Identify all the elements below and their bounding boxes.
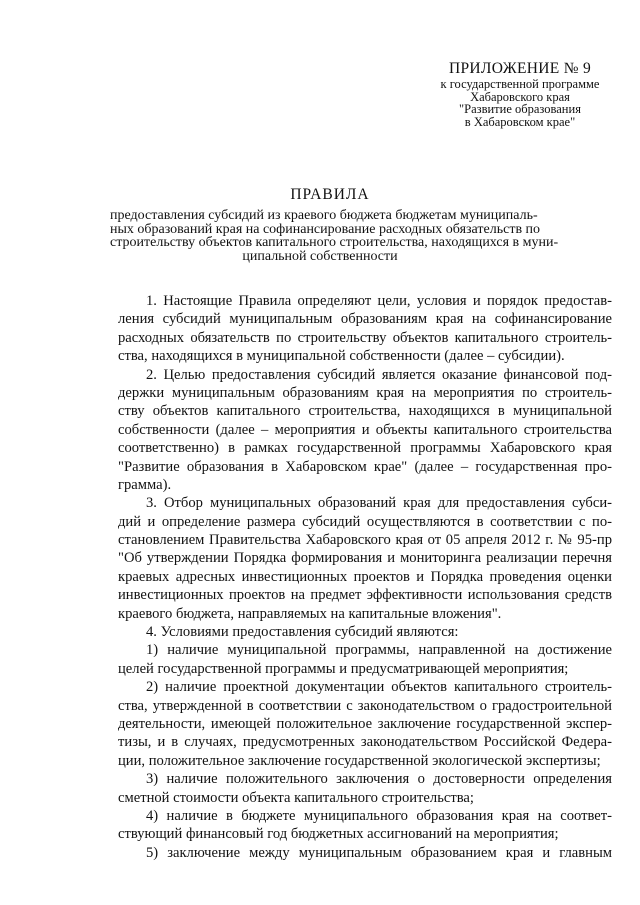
subtitle-line: предоставления субсидий из краевого бюджета бюджетам муниципаль- bbox=[110, 208, 538, 223]
body-line: деятельности, имеющей положительное заключение государственной экспер- bbox=[118, 715, 612, 732]
body-line: 1) наличие муниципальной программы, направленной на достижение bbox=[146, 642, 612, 659]
subtitle-line: ципальной собственности bbox=[242, 248, 398, 264]
body-line: "Об утверждении Порядка формирования и мониторинга реализации перечня bbox=[118, 550, 612, 567]
body-line: тизы, и в случаях, предусмотренных законодательством Российской Федера- bbox=[118, 734, 612, 751]
body-line: ству объектов капитального строительства, находящихся в муниципальной bbox=[118, 403, 612, 420]
body-line: 2. Целью предоставления субсидий является оказание финансовой под- bbox=[146, 366, 612, 383]
body-line: "Развитие образования в Хабаровском крае" (далее – государственная про- bbox=[118, 458, 612, 475]
document-title: ПРАВИЛА bbox=[290, 186, 370, 203]
body-line: собственности (далее – мероприятия и объекты капитального строительства bbox=[118, 421, 612, 438]
appendix-header bbox=[420, 60, 620, 128]
body-line: ствующий финансовый год бюджетных ассигнований на мероприятия; bbox=[118, 826, 559, 843]
appendix-line: в Хабаровском крае" bbox=[464, 114, 576, 129]
body-line: ства, утвержденной в соответствии с законодательством о градостроительной bbox=[118, 697, 612, 714]
body-line: целей государственной программы и предусматривающей мероприятия; bbox=[118, 660, 569, 677]
body-line: краевых адресных инвестиционных проектов и Порядка проведения оценки bbox=[118, 568, 612, 585]
appendix-line: к государственной программе bbox=[440, 77, 600, 91]
body-line: расходных обязательств по строительству объектов капитального строитель- bbox=[118, 329, 612, 346]
document-body bbox=[118, 292, 612, 862]
body-line: 2) наличие проектной документации объектов капитального строитель- bbox=[146, 679, 612, 696]
body-line: ления субсидий муниципальным образованиям края на софинансирование bbox=[118, 311, 612, 328]
appendix-line: "Развитие образования bbox=[459, 102, 581, 116]
body-line: краевого бюджета, направляемых на капитальные вложения". bbox=[118, 605, 502, 622]
appendix-title: ПРИЛОЖЕНИЕ № 9 bbox=[448, 60, 592, 77]
body-line: ства, находящихся в муниципальной собственности (далее – субсидии). bbox=[118, 348, 565, 365]
body-line: 5) заключение между муниципальным образованием края и главным bbox=[146, 844, 612, 861]
body-line: 4) наличие в бюджете муниципального образования края на соответ- bbox=[146, 807, 612, 824]
subtitle-line: ных образований края на софинансирование расходных обязательств по bbox=[110, 221, 541, 237]
body-line: грамма). bbox=[118, 476, 172, 493]
body-line: 3) наличие положительного заключения о достоверности определения bbox=[146, 771, 612, 788]
document-subtitle bbox=[110, 208, 559, 264]
body-line: ции, положительное заключение государственной экологической экспертизы; bbox=[118, 752, 601, 769]
subtitle-line: строительству объектов капитального строительства, находящихся в муни- bbox=[110, 235, 559, 250]
body-line: 1. Настоящие Правила определяют цели, условия и порядок предостав- bbox=[146, 293, 612, 309]
appendix-line: Хабаровского края bbox=[470, 89, 570, 104]
body-line: сметной стоимости объекта капитального строительства; bbox=[118, 789, 474, 806]
body-line: дий и определение размера субсидий осуществляются в соответствии с по- bbox=[118, 513, 612, 530]
body-line: 3. Отбор муниципальных образований края для предоставления субси- bbox=[146, 495, 612, 512]
body-line: инвестиционных проектов на предмет эффективности использования средств bbox=[118, 587, 612, 604]
body-line: соответственно) в рамках государственной программы Хабаровского края bbox=[118, 440, 612, 457]
body-line: 4. Условиями предоставления субсидий являются: bbox=[146, 624, 459, 641]
body-line: становлением Правительства Хабаровского края от 05 апреля 2012 г. № 95-пр bbox=[118, 532, 612, 549]
body-line: держки муниципальным образованиям края на мероприятия по строитель- bbox=[118, 384, 612, 401]
